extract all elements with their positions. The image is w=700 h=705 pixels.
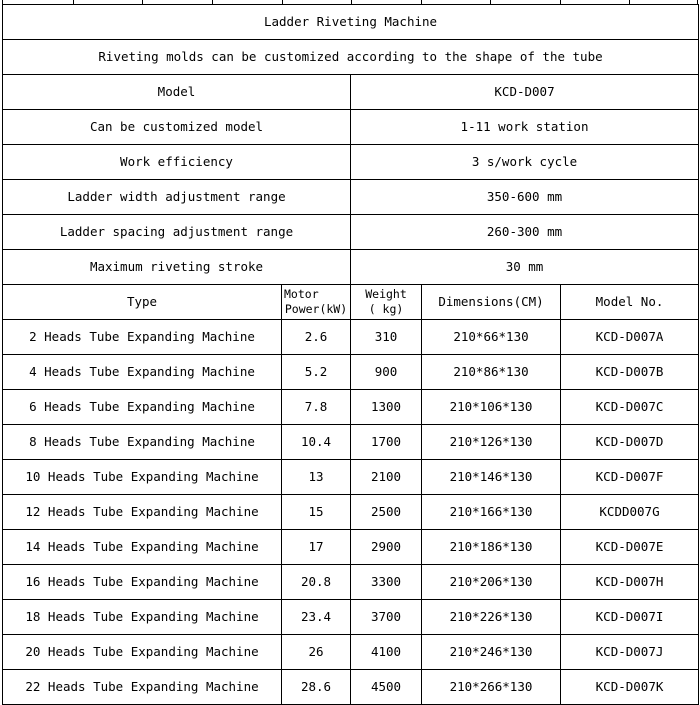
cell-power: 20.8 (282, 565, 351, 600)
spec-row (3, 180, 699, 215)
cell-dimensions: 210*206*130 (422, 565, 561, 600)
spec-row (3, 75, 699, 110)
spec-value: 30 mm (351, 250, 699, 285)
cell-model: KCD-D007J (561, 635, 699, 670)
spec-label: Maximum riveting stroke (3, 250, 351, 285)
cell-weight: 1700 (351, 425, 422, 460)
subtitle-row (3, 40, 699, 75)
cell-power: 5.2 (282, 355, 351, 390)
cell-weight: 4500 (351, 670, 422, 705)
cell-power: 2.6 (282, 320, 351, 355)
cell-weight: 2100 (351, 460, 422, 495)
spec-value: 260-300 mm (351, 215, 699, 250)
cell-model: KCD-D007B (561, 355, 699, 390)
cell-power: 26 (282, 635, 351, 670)
cell-weight: 3700 (351, 600, 422, 635)
cell-weight: 3300 (351, 565, 422, 600)
table-row (3, 390, 699, 425)
cell-weight: 2900 (351, 530, 422, 565)
table-title: Ladder Riveting Machine (3, 5, 699, 40)
spec-row (3, 110, 699, 145)
cell-type: 8 Heads Tube Expanding Machine (3, 425, 282, 460)
cell-type: 10 Heads Tube Expanding Machine (3, 460, 282, 495)
table-row (3, 355, 699, 390)
cell-power: 17 (282, 530, 351, 565)
cell-dimensions: 210*146*130 (422, 460, 561, 495)
cell-type: 16 Heads Tube Expanding Machine (3, 565, 282, 600)
cell-dimensions: 210*106*130 (422, 390, 561, 425)
column-header-row (3, 285, 699, 320)
spec-row (3, 250, 699, 285)
cell-type: 14 Heads Tube Expanding Machine (3, 530, 282, 565)
cell-model: KCD-D007E (561, 530, 699, 565)
table-row (3, 495, 699, 530)
spec-label: Ladder spacing adjustment range (3, 215, 351, 250)
table-row (3, 600, 699, 635)
cell-dimensions: 210*266*130 (422, 670, 561, 705)
table-row (3, 565, 699, 600)
cell-type: 6 Heads Tube Expanding Machine (3, 390, 282, 425)
header-dimensions: Dimensions(CM) (422, 285, 561, 320)
cell-dimensions: 210*186*130 (422, 530, 561, 565)
cell-power: 23.4 (282, 600, 351, 635)
cell-type: 22 Heads Tube Expanding Machine (3, 670, 282, 705)
cell-power: 15 (282, 495, 351, 530)
cell-model: KCD-D007C (561, 390, 699, 425)
cell-dimensions: 210*246*130 (422, 635, 561, 670)
table-row (3, 320, 699, 355)
table-row (3, 425, 699, 460)
cell-dimensions: 210*66*130 (422, 320, 561, 355)
header-model: Model No. (561, 285, 699, 320)
table-row (3, 635, 699, 670)
cell-power: 7.8 (282, 390, 351, 425)
cell-power: 28.6 (282, 670, 351, 705)
cell-type: 4 Heads Tube Expanding Machine (3, 355, 282, 390)
header-power-line1: Motor (284, 287, 319, 301)
cell-model: KCD-D007I (561, 600, 699, 635)
cell-dimensions: 210*126*130 (422, 425, 561, 460)
header-weight (351, 285, 422, 320)
spec-value: 350-600 mm (351, 180, 699, 215)
table-row (3, 670, 699, 705)
table-subtitle: Riveting molds can be customized according to the shape of the tube (3, 40, 699, 75)
cell-dimensions: 210*166*130 (422, 495, 561, 530)
cell-weight: 1300 (351, 390, 422, 425)
cell-model: KCD-D007F (561, 460, 699, 495)
cell-model: KCD-D007D (561, 425, 699, 460)
spec-table (2, 4, 699, 705)
cell-weight: 4100 (351, 635, 422, 670)
spec-sheet (2, 0, 698, 700)
cell-model: KCDD007G (561, 495, 699, 530)
cell-model: KCD-D007K (561, 670, 699, 705)
table-row (3, 460, 699, 495)
cell-weight: 310 (351, 320, 422, 355)
cell-type: 18 Heads Tube Expanding Machine (3, 600, 282, 635)
table-row (3, 530, 699, 565)
header-weight-line1: Weight (365, 287, 407, 301)
spec-label: Model (3, 75, 351, 110)
spec-row (3, 215, 699, 250)
spec-value: KCD-D007 (351, 75, 699, 110)
cell-dimensions: 210*86*130 (422, 355, 561, 390)
header-weight-line2: ( kg) (368, 302, 404, 316)
spec-label: Work efficiency (3, 145, 351, 180)
title-row (3, 5, 699, 40)
cell-type: 2 Heads Tube Expanding Machine (3, 320, 282, 355)
cell-model: KCD-D007H (561, 565, 699, 600)
header-type: Type (3, 285, 282, 320)
header-power (282, 285, 351, 320)
cell-type: 12 Heads Tube Expanding Machine (3, 495, 282, 530)
spec-value: 3 s/work cycle (351, 145, 699, 180)
header-power-line2: Power(kW) (284, 302, 348, 316)
spec-label: Ladder width adjustment range (3, 180, 351, 215)
spec-value: 1-11 work station (351, 110, 699, 145)
cell-weight: 900 (351, 355, 422, 390)
cell-model: KCD-D007A (561, 320, 699, 355)
cell-weight: 2500 (351, 495, 422, 530)
spec-label: Can be customized model (3, 110, 351, 145)
spec-row (3, 145, 699, 180)
cell-dimensions: 210*226*130 (422, 600, 561, 635)
cell-power: 10.4 (282, 425, 351, 460)
cell-type: 20 Heads Tube Expanding Machine (3, 635, 282, 670)
cell-power: 13 (282, 460, 351, 495)
